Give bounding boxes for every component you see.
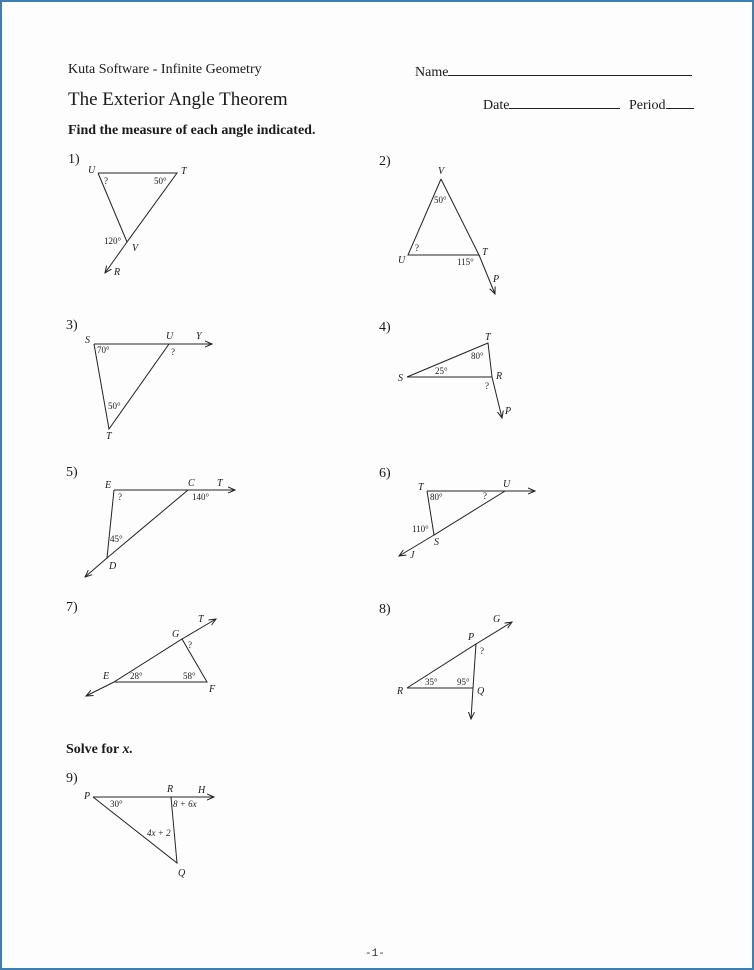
problem-7-point: T: [198, 614, 204, 625]
problem-5-angle-label: 45°: [110, 534, 123, 544]
problem-8-number: 8): [379, 602, 391, 617]
problem-1-figure: [88, 165, 188, 278]
problem-8-point: P: [468, 632, 475, 643]
problem-3-number: 3): [66, 318, 78, 333]
problem-2-angle-label: 115°: [457, 257, 474, 267]
problem-4-number: 4): [379, 320, 391, 335]
problem-5-ray-down: [85, 558, 107, 577]
problem-5-number: 5): [66, 465, 78, 480]
problem-6-number: 6): [379, 466, 391, 481]
problem-9-point: P: [84, 791, 91, 802]
problem-4-angle-label: 80°: [471, 351, 484, 361]
problem-8-ray-down: [471, 688, 473, 719]
problem-4-point: P: [505, 406, 512, 417]
problem-4-figure: [398, 332, 511, 418]
problem-7-number: 7): [66, 600, 78, 615]
problem-6-angle-label: ?: [483, 491, 487, 501]
problem-8-ray-up: [476, 622, 512, 644]
problem-1-point: R: [114, 267, 121, 278]
problem-2-angle-label: 50°: [434, 195, 447, 205]
problem-5-angle-label: 140°: [192, 492, 210, 502]
problem-6-angle-label: 110°: [412, 524, 429, 534]
software-credit: Kuta Software - Infinite Geometry: [68, 62, 262, 77]
problem-7-figure: [86, 614, 216, 696]
problem-1-number: 1): [68, 152, 80, 167]
problem-8-angle-label: ?: [480, 646, 484, 656]
problem-7-angle-label: 58°: [183, 671, 196, 681]
problem-7-angle-label: 28°: [130, 671, 143, 681]
problem-4-angle-label: ?: [485, 381, 489, 391]
problem-8-point: R: [397, 686, 404, 697]
solve-prefix: Solve for: [66, 742, 120, 757]
problem-3-figure: [85, 331, 212, 442]
problem-7-point: F: [209, 684, 216, 695]
problem-2-number: 2): [379, 154, 391, 169]
problem-4-point: R: [496, 371, 503, 382]
problem-2-point: T: [482, 247, 488, 258]
problem-4-ray: [492, 377, 502, 418]
problem-2-point: V: [438, 166, 445, 177]
problem-2-angle-label: ?: [415, 243, 419, 253]
name-label: Name: [415, 65, 449, 80]
problem-3-point: Y: [196, 331, 202, 342]
problem-7-point: E: [103, 671, 110, 682]
problem-9-point: H: [198, 785, 206, 796]
problem-8-point: Q: [477, 686, 485, 697]
problem-6-point: U: [503, 479, 511, 490]
problem-3-angle-label: ?: [171, 347, 175, 357]
page-number: -1-: [365, 948, 385, 960]
problem-8-point: G: [493, 614, 501, 625]
problem-9-figure: [83, 784, 214, 879]
worksheet-title: The Exterior Angle Theorem: [68, 89, 288, 110]
problem-1-angle-label: 50°: [154, 176, 167, 186]
problem-9-expression: 8 + 6x: [173, 799, 197, 809]
problem-5-angle-label: ?: [118, 492, 122, 502]
problem-1-angle-label: ?: [104, 176, 108, 186]
problem-1-point: V: [132, 243, 139, 254]
problem-9-point: Q: [178, 868, 186, 879]
problem-9-angle-label: 30°: [110, 799, 123, 809]
problem-7-point: G: [172, 629, 180, 640]
date-label: Date: [483, 98, 510, 113]
problem-8-angle-label: 95°: [457, 677, 470, 687]
problem-4-angle-label: 25°: [435, 366, 448, 376]
problem-6-angle-label: 80°: [430, 492, 443, 502]
problem-3-angle-label: 50°: [108, 401, 121, 411]
problem-2-point: U: [398, 255, 406, 266]
problem-5-point: D: [109, 561, 117, 572]
problem-4-point: S: [398, 373, 403, 384]
problem-3-triangle: [94, 344, 169, 429]
problem-9-number: 9): [66, 771, 78, 786]
problem-8-figure: [396, 614, 512, 719]
problem-3-point: U: [166, 331, 174, 342]
problem-1-point: T: [181, 166, 187, 177]
problem-6-ray-down: [399, 535, 434, 556]
problem-4-point: T: [485, 332, 491, 343]
problem-6-point: S: [434, 537, 439, 548]
period-label: Period: [629, 98, 666, 113]
problem-9-point: R: [167, 784, 174, 795]
instructions: Find the measure of each angle indicated.: [68, 123, 316, 138]
problem-1-angle-label: 120°: [104, 236, 122, 246]
problem-1-point: U: [88, 165, 96, 176]
problem-8-angle-label: 35°: [425, 677, 438, 687]
problem-2-figure: [398, 166, 499, 294]
problem-6-point: T: [418, 482, 424, 493]
problem-5-point: C: [188, 478, 195, 489]
problem-3-point: T: [106, 431, 112, 442]
problem-2-point: P: [493, 274, 500, 285]
problem-7-ray-down: [86, 682, 114, 696]
problem-3-angle-label: 70°: [97, 345, 110, 355]
geometry-figures: [2, 2, 752, 968]
problem-9-expression: 4x + 2: [147, 828, 171, 838]
problem-5-figure: [85, 478, 235, 577]
problem-5-point: E: [105, 480, 112, 491]
problem-5-point: T: [217, 478, 223, 489]
solve-variable: x.: [122, 742, 134, 757]
problem-6-figure: [399, 479, 535, 561]
problem-7-angle-label: ?: [188, 640, 192, 650]
problem-3-point: S: [85, 335, 90, 346]
problem-6-point: J: [410, 550, 415, 561]
